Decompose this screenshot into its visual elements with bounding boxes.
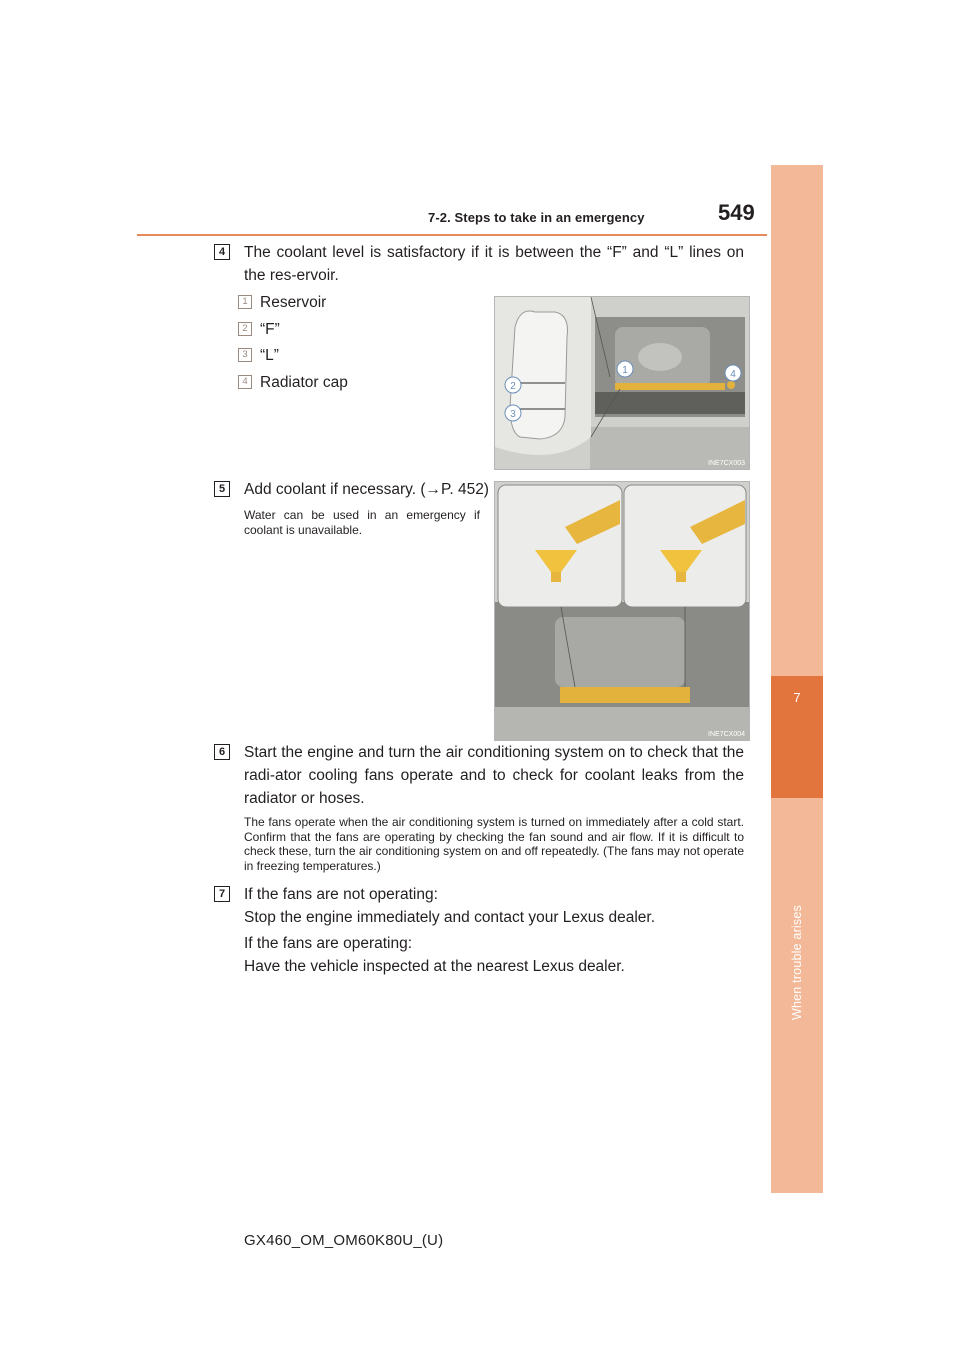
svg-text:4: 4 xyxy=(730,369,736,380)
step-5-note: Water can be used in an emergency if coolant is unavailable. xyxy=(244,508,480,537)
step-4-text: The coolant level is satisfactory if it is between the “F” and “L” lines on the res-ervoir. xyxy=(244,244,744,284)
chapter-number: 7 xyxy=(793,690,801,705)
legend-f-line: “F” xyxy=(260,321,280,338)
step-6-text: Start the engine and turn the air conditioning system on to check that the radi-ator cooling fans operate and to check for coolant leaks from the radiator or hoses. xyxy=(244,744,744,807)
svg-text:1: 1 xyxy=(622,365,628,376)
step-7-line-1: If the fans are not operating: xyxy=(244,886,438,903)
legend-l-line: “L” xyxy=(260,347,279,364)
section-title: 7-2. Steps to take in an emergency xyxy=(428,210,645,225)
engine-bay-figure-reservoir xyxy=(494,296,750,470)
chapter-title: When trouble arises xyxy=(790,905,804,1020)
svg-text:2: 2 xyxy=(510,381,516,392)
legend-reservoir: Reservoir xyxy=(260,294,327,311)
legend-radiator-cap: Radiator cap xyxy=(260,374,348,391)
svg-text:3: 3 xyxy=(510,409,516,420)
step-number-7: 7 xyxy=(214,886,230,902)
figure-code: INE7CX004 xyxy=(708,731,745,738)
step-7-line-2: Stop the engine immediately and contact your Lexus dealer. xyxy=(244,909,656,926)
callout-3: 3 xyxy=(238,348,252,362)
step-5-text: Add coolant if necessary. (→P. 452) xyxy=(244,481,489,498)
engine-bay-illustration xyxy=(495,297,749,469)
step-7-line-4: Have the vehicle inspected at the nearest Lexus dealer. xyxy=(244,958,625,975)
step-number-5: 5 xyxy=(214,481,230,497)
document-code: GX460_OM_OM60K80U_(U) xyxy=(244,1232,444,1249)
header-divider xyxy=(137,234,767,236)
callout-2: 2 xyxy=(238,322,252,336)
engine-bay-figure-add-coolant xyxy=(494,481,750,741)
page-number: 549 xyxy=(718,200,755,225)
step-7-line-3: If the fans are operating: xyxy=(244,935,413,952)
add-coolant-illustration xyxy=(495,482,749,740)
step-6-note: The fans operate when the air conditioning system is turned on immediately after a cold start. Confirm that the fans are operating by checking the fan sound and air flow. If it is difficult to check these, turn the air conditioning system on and off repeatedly. (The fans may not operate in freezing temperatures.) xyxy=(244,815,744,873)
callout-4: 4 xyxy=(238,375,252,389)
figure-code: INE7CX003 xyxy=(708,460,745,467)
step-number-4: 4 xyxy=(214,244,230,260)
callout-1: 1 xyxy=(238,295,252,309)
step-number-6: 6 xyxy=(214,744,230,760)
